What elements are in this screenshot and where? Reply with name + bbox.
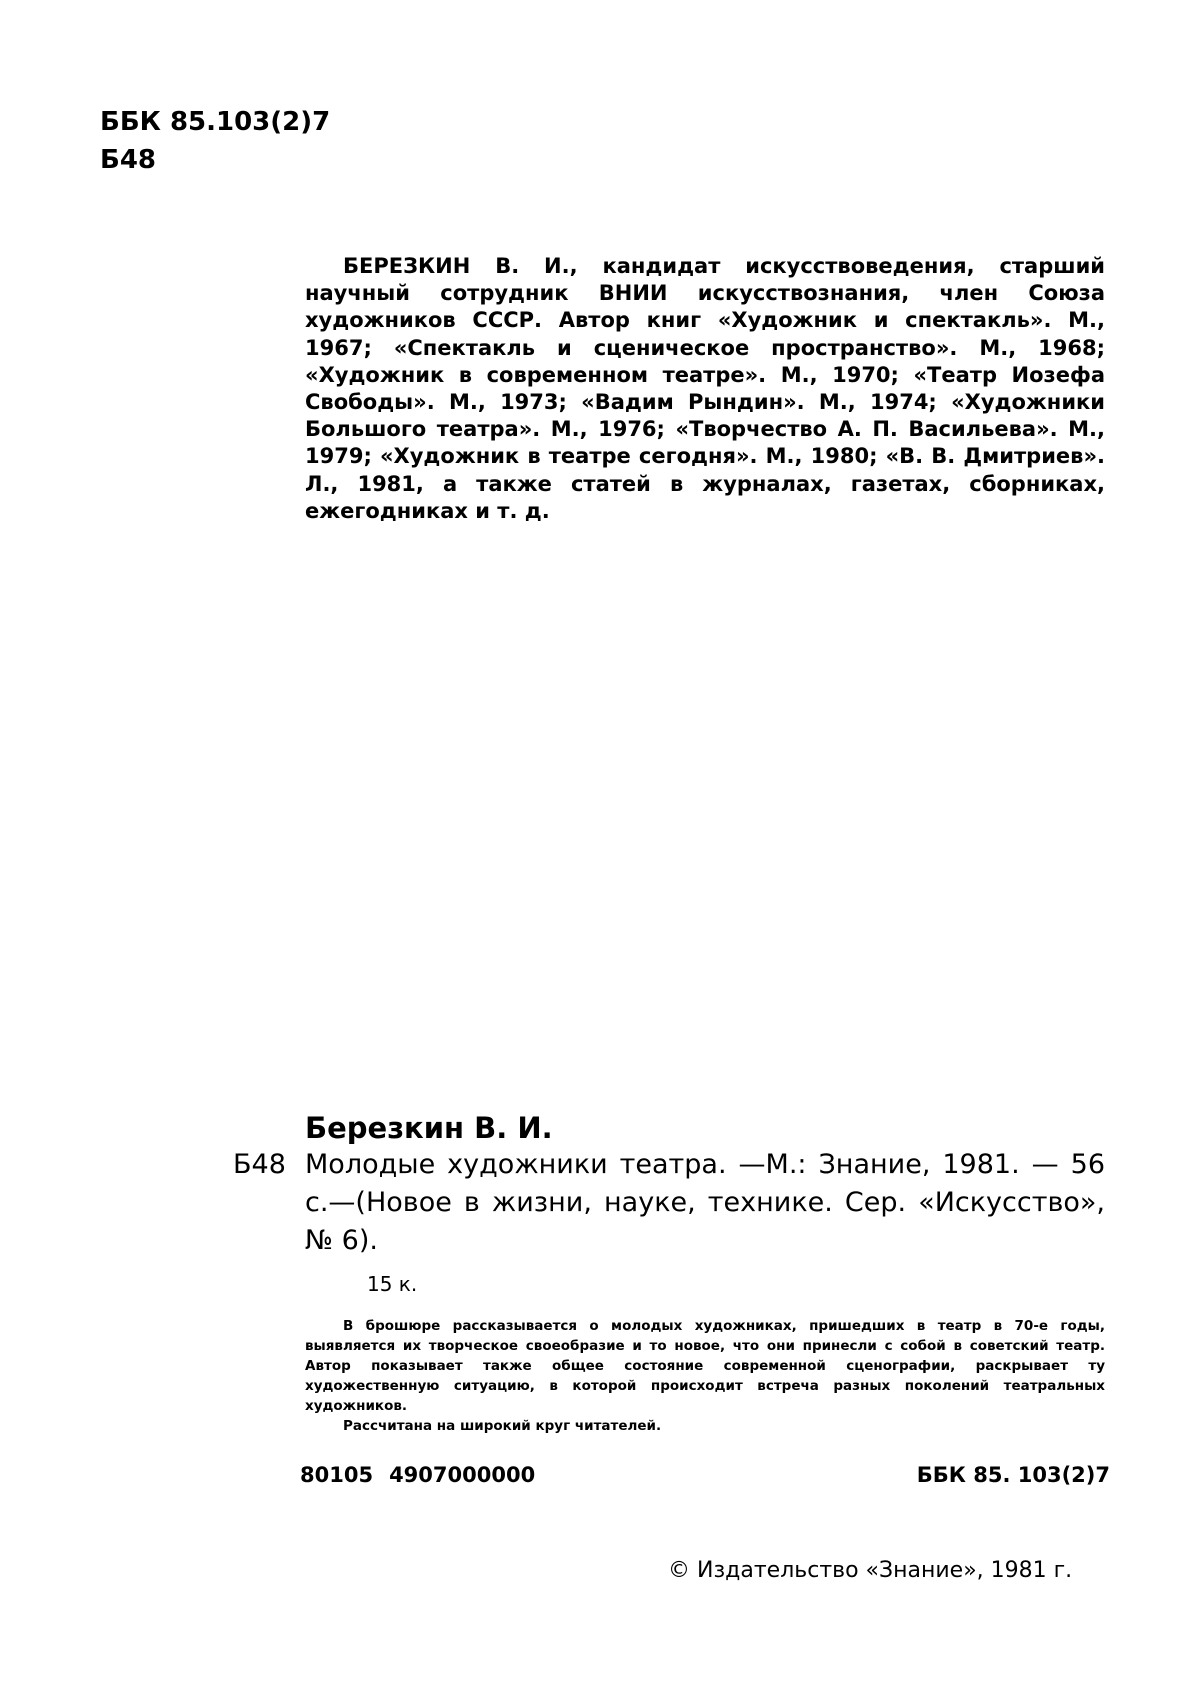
audience-note: Рассчитана на широкий круг читателей. [343,1418,662,1434]
price: 15 к. [367,1272,418,1296]
index-code-2: 4907000000 [389,1463,536,1487]
author-bio [305,253,1105,525]
codes-row [300,1463,1110,1487]
catalog-entry [233,1110,1105,1436]
classification-codes [100,103,330,179]
entry-code: Б48 [233,1149,286,1180]
index-codes [300,1463,535,1487]
bbk-code: ББК 85.103(2)7 [100,107,331,137]
annotation [305,1316,1105,1436]
entry-title-row [233,1146,1105,1260]
entry-author: Березкин В. И. [305,1111,553,1145]
annotation-text: В брошюре рассказывается о молодых художниках, пришедших в театр в 70-е годы, выявляется их творческое своеобразие и то новое, что они принесли с собой в советский театр. Автор показывает также общее состояние современной сценографии, раскрывает ту художественную ситуацию, в которой происходит встреча разных поколений театральных художников. [305,1318,1105,1414]
author-bio-text: БЕРЕЗКИН В. И., кандидат искусствоведения, старший научный сотрудник ВНИИ искусствознания, член Союза художников СССР. Автор книг «Художник и спектакль». М., 1967; «Спектакль и сценическое пространство». М., 1968; «Художник в современном театре». М., 1970; «Театр Иозефа Свободы». М., 1973; «Вадим Рындин». М., 1974; «Художники Большого театра». М., 1976; «Творчество А. П. Васильева». М., 1979; «Художник в театре сегодня». М., 1980; «В. В. Дмитриев». Л., 1981, а также статей в журналах, газетах, сборниках, ежегодниках и т. д. [305,254,1105,523]
entry-title: Молодые художники театра. —М.: Знание, 1981. — 56 с.—(Новое в жизни, науке, технике. Сер. «Искусство», № 6). [305,1149,1105,1256]
index-code-1: 80105 [300,1463,374,1487]
author-mark: Б48 [100,145,156,175]
copyright: © Издательство «Знание», 1981 г. [668,1558,1073,1583]
bbk-code-bottom: ББК 85. 103(2)7 [916,1463,1110,1487]
